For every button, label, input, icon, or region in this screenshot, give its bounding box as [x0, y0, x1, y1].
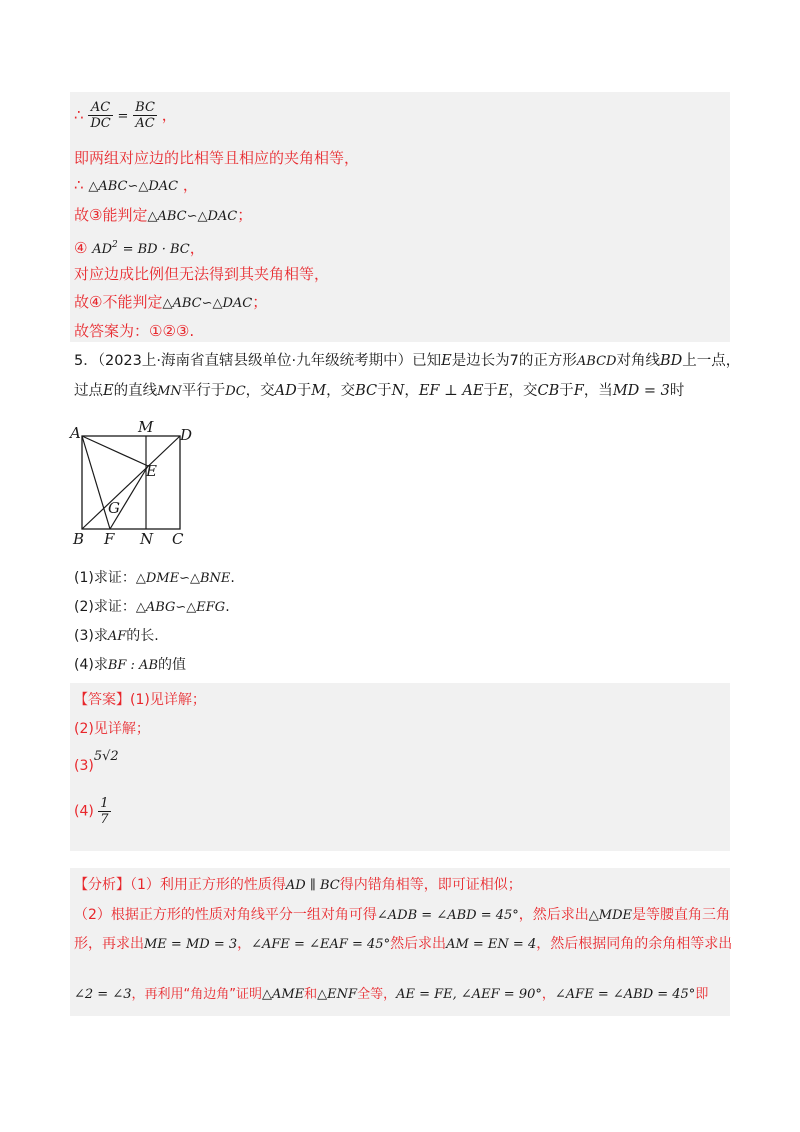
question-4: (4)求BF : AB的值 [74, 657, 187, 673]
analysis-line-2: （2）根据正方形的性质对角线平分一组对角可得∠ADB = ∠ABD = 45°，然后求出△MDE是等腰直角三角 [74, 907, 731, 923]
solution-line-2: 即两组对应边的比相等且相应的夹角相等， [74, 149, 360, 167]
label-d: D [180, 426, 193, 444]
square-geometry-figure [66, 416, 206, 550]
label-a: A [70, 424, 81, 442]
label-n: N [140, 530, 154, 548]
answer-line-1: 【答案】(1)见详解； [74, 692, 206, 708]
fraction-one-seventh: $\frac{1}{7}$ [100, 796, 109, 827]
solution-line-5: ④ $AD^2$ = BD · BC， [74, 239, 205, 257]
label-m: M [138, 418, 154, 436]
answer-tag: 【答案】 [74, 692, 130, 708]
question-3: (3)求AF的长. [74, 628, 159, 644]
problem-line-2: 过点E的直线MN平行于DC，交AD于M，交BC于N，EF ⊥ AE于E，交CB于F，当MD = 3时 [74, 383, 685, 399]
fraction-ac-dc: $\frac{AC}{DC}$ [90, 100, 111, 131]
analysis-line-3: 形，再求出ME = MD = 3，∠AFE = ∠EAF = 45°然后求出AM = EN = 4，然后根据同角的余角相等求出 [74, 936, 733, 952]
answer-line-4: (4) $\frac{1}{7}$ [74, 796, 109, 827]
problem-line-1: 5．（2023上·海南省直辖县级单位·九年级统考期中）已知E是边长为7的正方形ABCD对角线BD上一点， [74, 353, 741, 369]
solution-line-1: ∴ $\frac{AC}{DC}$ = $\frac{BC}{AC}$ ， [74, 100, 177, 131]
solution-line-8: 故答案为：①②③. [74, 322, 195, 340]
solution-line-3: ∴ △ABC∽△DAC ， [74, 176, 198, 194]
segment-ae [82, 436, 148, 466]
solution-line-7: 故④不能判定△ABC∽△DAC； [74, 293, 268, 311]
answer-line-3: (3)5√2 [74, 749, 119, 774]
question-1: (1)求证：△DME∽△BNE. [74, 570, 235, 586]
diagonal-bd [82, 436, 180, 529]
analysis-tag: 【分析】 [74, 877, 130, 893]
label-g: G [108, 499, 120, 517]
solution-line-4: 故③能判定△ABC∽△DAC； [74, 206, 253, 224]
label-b: B [73, 530, 85, 548]
label-e: E [146, 462, 157, 480]
label-f: F [104, 530, 115, 548]
analysis-line-1: 【分析】（1）利用正方形的性质得AD ∥ BC得内错角相等，即可证相似； [74, 877, 522, 893]
solution-line-6: 对应边成比例但无法得到其夹角相等， [74, 265, 330, 283]
label-c: C [172, 530, 184, 548]
question-2: (2)求证：△ABG∽△EFG. [74, 599, 230, 615]
fraction-bc-ac: $\frac{BC}{AC}$ [135, 100, 155, 131]
analysis-line-4: ∠2 = ∠3，再利用“角边角”证明△AME和△ENF全等，AE = FE, ∠AEF = 90°，∠AFE = ∠ABD = 45°即 [74, 987, 709, 1002]
answer-line-2: (2)见详解； [74, 721, 150, 737]
